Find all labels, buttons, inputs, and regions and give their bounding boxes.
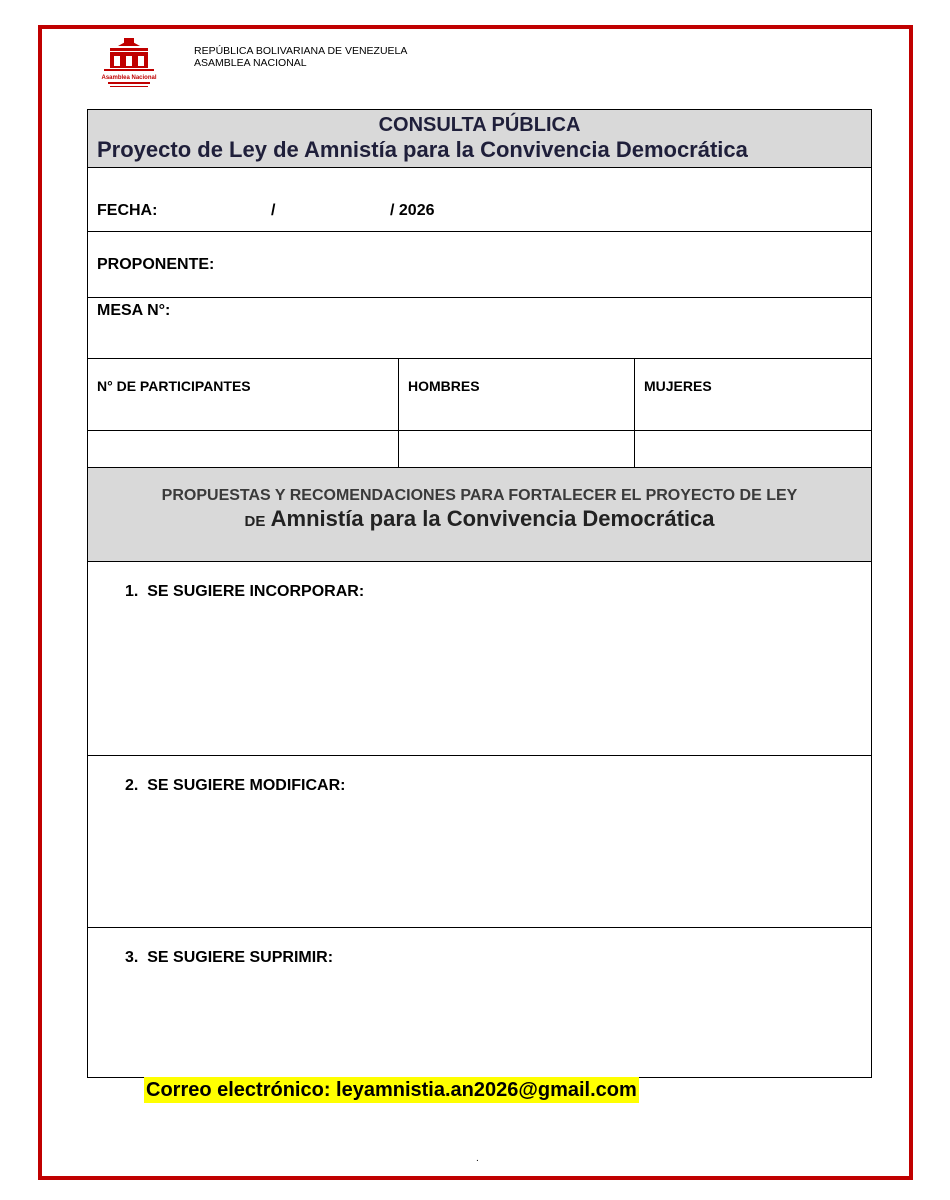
- suggest-incorporate-field[interactable]: [88, 562, 872, 756]
- fecha-year: / 2026: [390, 202, 435, 219]
- form-title: CONSULTA PÚBLICA: [378, 114, 581, 136]
- mesa-label: MESA N°:: [97, 302, 171, 319]
- women-input[interactable]: [635, 431, 872, 468]
- org-line1: REPÚBLICA BOLIVARIANA DE VENEZUELA: [194, 45, 408, 57]
- contact-email: Correo electrónico: leyamnistia.an2026@gmail.com: [146, 1079, 637, 1101]
- footer-dot: .: [476, 1153, 479, 1164]
- suggest-modify-field[interactable]: [88, 756, 872, 928]
- women-header: MUJERES: [635, 359, 872, 431]
- proposals-title-cell: [88, 468, 872, 562]
- asamblea-nacional-logo: [100, 36, 158, 94]
- consultation-form: [87, 109, 872, 1078]
- proposals-title-law: Amnistía para la Convivencia Democrática: [270, 506, 715, 531]
- men-input[interactable]: [399, 431, 635, 468]
- fecha-field[interactable]: [88, 168, 872, 232]
- suggest-incorporate-label: 1. SE SUGIERE INCORPORAR:: [125, 583, 365, 600]
- fecha-sep1: /: [271, 202, 276, 219]
- proposals-title-line2: [88, 506, 871, 535]
- proponente-label: PROPONENTE:: [97, 256, 215, 273]
- proponente-field[interactable]: [88, 232, 872, 298]
- form-title-cell: [88, 110, 872, 168]
- form-subtitle: Proyecto de Ley de Amnistía para la Convivencia Democrática: [97, 137, 748, 162]
- suggest-delete-label: 3. SE SUGIERE SUPRIMIR:: [125, 949, 334, 966]
- proposals-title-line1: PROPUESTAS Y RECOMENDACIONES PARA FORTALECER EL PROYECTO DE LEY: [161, 487, 798, 504]
- proposals-title-de: DE: [244, 513, 266, 530]
- org-line2: ASAMBLEA NACIONAL: [194, 57, 307, 69]
- suggest-modify-label: 2. SE SUGIERE MODIFICAR:: [125, 777, 346, 794]
- svg-text:Asamblea Nacional: Asamblea Nacional: [101, 75, 157, 81]
- suggest-delete-field[interactable]: [88, 928, 872, 1078]
- men-header: HOMBRES: [399, 359, 635, 431]
- fecha-label: FECHA:: [97, 202, 158, 219]
- mesa-field[interactable]: [88, 298, 872, 359]
- header-org: [194, 45, 407, 69]
- participants-input[interactable]: [88, 431, 399, 468]
- participants-header: N° DE PARTICIPANTES: [88, 359, 399, 431]
